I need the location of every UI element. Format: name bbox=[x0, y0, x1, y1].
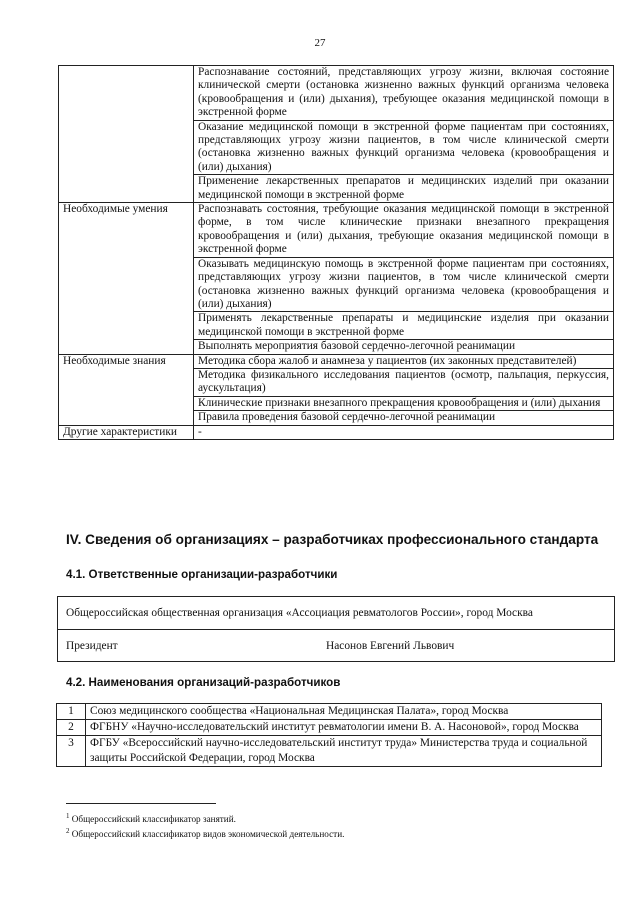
row-number: 3 bbox=[57, 736, 86, 767]
table-row bbox=[59, 66, 614, 121]
row-label bbox=[59, 66, 194, 203]
developer-orgs-table bbox=[56, 703, 602, 767]
table-row bbox=[59, 203, 614, 258]
table-cell: Выполнять мероприятия базовой сердечно-легочной реанимации bbox=[194, 340, 614, 354]
responsible-person: Насонов Евгений Львович bbox=[326, 639, 455, 652]
row-number: 1 bbox=[57, 704, 86, 720]
footnote-text: Общероссийский классификатор видов экономической деятельности. bbox=[71, 829, 345, 840]
responsible-position: Президент bbox=[66, 639, 118, 652]
row-label: Необходимые умения bbox=[59, 203, 194, 354]
org-name: ФГБНУ «Научно-исследовательский институт ревматологии имени В. А. Насоновой», город Москва bbox=[86, 720, 602, 736]
table-cell: Методика физикального исследования пациентов (осмотр, пальпация, перкуссия, аускультация) bbox=[194, 368, 614, 396]
footnotes bbox=[66, 810, 606, 840]
responsible-orgs-heading: 4.1. Ответственные организации-разработчики bbox=[66, 568, 338, 581]
table-cell: Оказание медицинской помощи в экстренной форме пациентам при состояниях, представляющих угрозу жизни пациентов, в том числе клинической смерти (остановка жизненно важных функций организма человека (кровообращения и (или) дыхания) bbox=[194, 120, 614, 175]
knowledge-table bbox=[58, 65, 614, 440]
table-cell: Распознавание состояний, представляющих угрозу жизни, включая состояние клинической смерти (остановка жизненно важных функций организма человека (кровообращения и (или) дыхания), требующее оказания медицинской помощи в экстренной форме bbox=[194, 66, 614, 121]
table-cell: Оказывать медицинскую помощь в экстренной форме пациентам при состояниях, представляющих угрозу жизни пациентов, в том числе клинической смерти (остановка жизненно важных функций организма человека (кровообращения и (или) дыхания) bbox=[194, 257, 614, 312]
responsible-person-row bbox=[58, 629, 614, 661]
responsible-org-name: Общероссийская общественная организация «Ассоциация ревматологов России», город Москва bbox=[66, 607, 533, 619]
org-name: ФГБУ «Всероссийский научно-исследовательский институт труда» Министерства труда и социальной защиты Российской Федерации, город Москва bbox=[86, 736, 602, 767]
table-cell: Методика сбора жалоб и анамнеза у пациентов (их законных представителей) bbox=[194, 354, 614, 368]
table-cell: Правила проведения базовой сердечно-легочной реанимации bbox=[194, 411, 614, 425]
row-label: Необходимые знания bbox=[59, 354, 194, 425]
row-number: 2 bbox=[57, 720, 86, 736]
table-row bbox=[57, 736, 602, 767]
responsible-org-box bbox=[57, 596, 615, 662]
table-cell: Распознавать состояния, требующие оказания медицинской помощи в экстренной форме, в том числе клинические признаки внезапного прекращения кровообращения и (или) дыхания, требующие оказания медицинской помощи в экстренной форме bbox=[194, 203, 614, 258]
page-number: 27 bbox=[314, 37, 326, 49]
table-row bbox=[57, 720, 602, 736]
table-row bbox=[59, 354, 614, 368]
developer-orgs-heading: 4.2. Наименования организаций-разработчиков bbox=[66, 676, 341, 689]
table-cell: Применение лекарственных препаратов и медицинских изделий при оказании медицинской помощи в экстренной форме bbox=[194, 175, 614, 203]
responsible-org-row bbox=[58, 597, 614, 629]
footnote-mark: 1 bbox=[66, 812, 70, 820]
footnote bbox=[66, 825, 606, 840]
table-cell: Применять лекарственные препараты и медицинские изделия при оказании медицинской помощи в экстренной форме bbox=[194, 312, 614, 340]
section-heading: IV. Сведения об организациях – разработчиках профессионального стандарта bbox=[66, 532, 599, 547]
footnote-mark: 2 bbox=[66, 827, 70, 836]
footnote bbox=[66, 810, 606, 825]
org-name: Союз медицинского сообщества «Национальная Медицинская Палата», город Москва bbox=[86, 704, 602, 720]
table-cell: Клинические признаки внезапного прекращения кровообращения и (или) дыхания bbox=[194, 396, 614, 410]
row-label: Другие характеристики bbox=[59, 425, 194, 439]
footnote-divider bbox=[66, 803, 216, 804]
footnote-text: Общероссийский классификатор занятий. bbox=[71, 814, 236, 825]
table-row bbox=[59, 425, 614, 439]
table-row bbox=[57, 704, 602, 720]
table-cell: - bbox=[194, 425, 614, 439]
